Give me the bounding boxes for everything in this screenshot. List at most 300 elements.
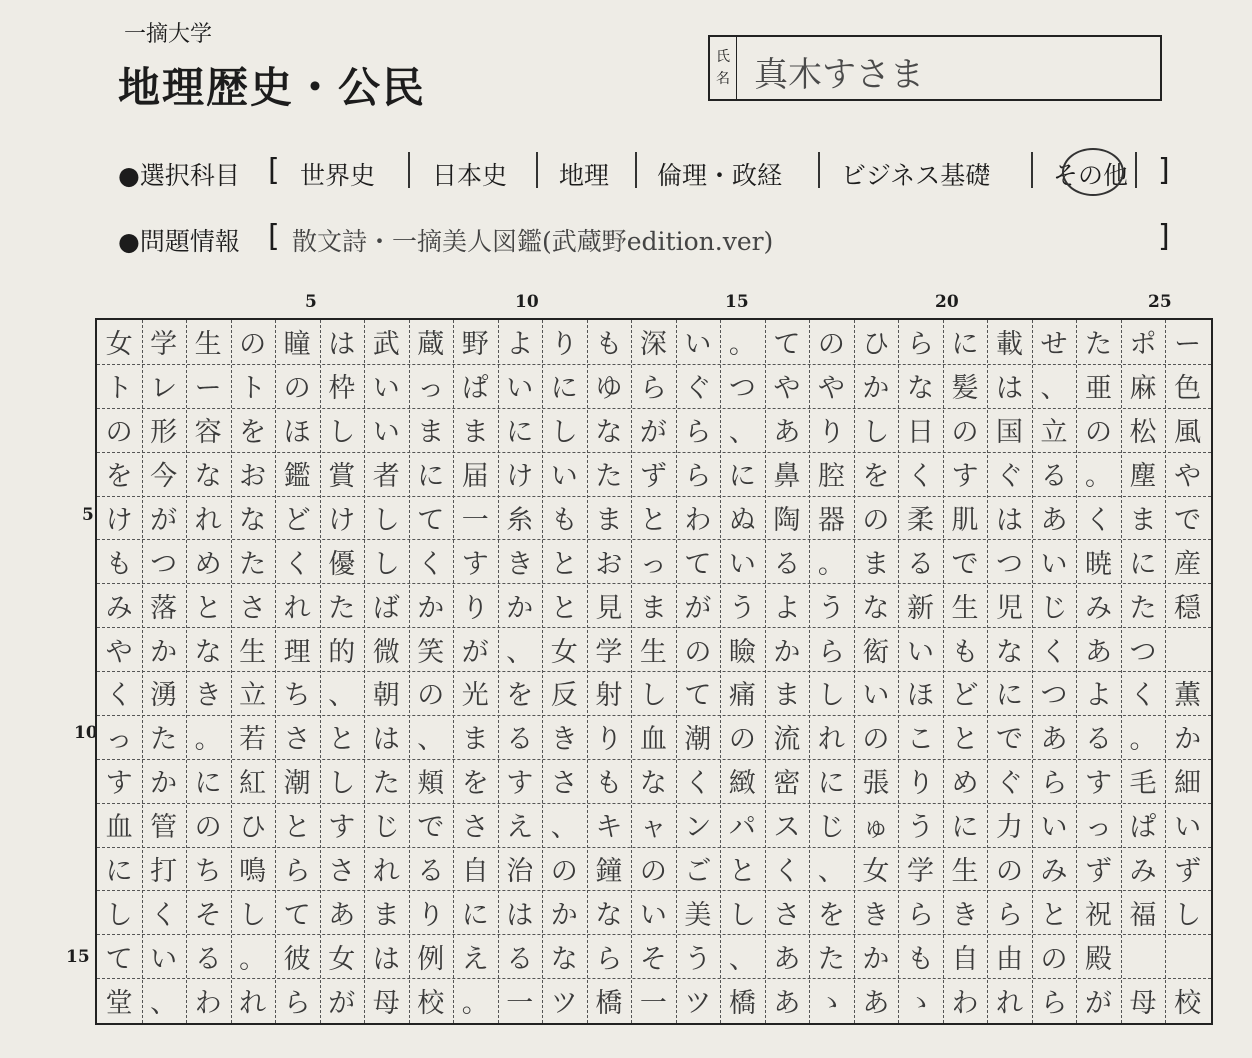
- grid-cell[interactable]: が: [328, 987, 356, 1019]
- grid-cell[interactable]: け: [328, 504, 356, 536]
- grid-cell[interactable]: も: [951, 636, 979, 668]
- grid-cell[interactable]: ス: [773, 812, 801, 844]
- grid-cell[interactable]: え: [461, 943, 489, 975]
- grid-cell[interactable]: を: [862, 461, 890, 493]
- grid-cell[interactable]: 微: [372, 636, 400, 668]
- grid-cell[interactable]: 美: [684, 899, 712, 931]
- grid-cell[interactable]: た: [595, 461, 623, 493]
- grid-cell[interactable]: 、: [550, 812, 578, 844]
- grid-cell[interactable]: ぐ: [684, 373, 712, 405]
- grid-cell[interactable]: な: [995, 636, 1023, 668]
- grid-cell[interactable]: の: [728, 724, 756, 756]
- grid-cell[interactable]: く: [1129, 680, 1157, 712]
- grid-cell[interactable]: ぐ: [995, 768, 1023, 800]
- grid-cell[interactable]: し: [862, 417, 890, 449]
- grid-cell[interactable]: ン: [684, 812, 712, 844]
- grid-cell[interactable]: 自: [951, 943, 979, 975]
- grid-cell[interactable]: 血: [105, 812, 133, 844]
- grid-cell[interactable]: ら: [283, 855, 311, 887]
- grid-cell[interactable]: っ: [639, 548, 667, 580]
- grid-cell[interactable]: ま: [417, 417, 445, 449]
- grid-cell[interactable]: で: [417, 812, 445, 844]
- grid-cell[interactable]: て: [283, 899, 311, 931]
- grid-cell[interactable]: も: [906, 943, 934, 975]
- grid-cell[interactable]: と: [951, 724, 979, 756]
- grid-cell[interactable]: さ: [550, 768, 578, 800]
- grid-cell[interactable]: 祝: [1085, 899, 1113, 931]
- grid-cell[interactable]: 毛: [1129, 768, 1157, 800]
- grid-cell[interactable]: し: [372, 548, 400, 580]
- grid-cell[interactable]: ー: [1174, 329, 1202, 361]
- grid-cell[interactable]: は: [995, 373, 1023, 405]
- grid-cell[interactable]: ら: [595, 943, 623, 975]
- grid-cell[interactable]: ト: [105, 373, 133, 405]
- grid-cell[interactable]: キ: [595, 812, 623, 844]
- grid-cell[interactable]: 落: [150, 592, 178, 624]
- option-ethics-politics[interactable]: 倫理・政経: [657, 161, 783, 190]
- option-japanese-history[interactable]: 日本史: [432, 161, 508, 190]
- grid-cell[interactable]: お: [239, 461, 267, 493]
- grid-cell[interactable]: か: [506, 592, 534, 624]
- grid-cell[interactable]: ツ: [684, 987, 712, 1019]
- grid-cell[interactable]: ら: [1040, 768, 1068, 800]
- grid-cell[interactable]: ゝ: [817, 987, 845, 1019]
- grid-cell[interactable]: し: [328, 768, 356, 800]
- grid-cell[interactable]: ゅ: [862, 812, 890, 844]
- grid-cell[interactable]: り: [595, 724, 623, 756]
- grid-cell[interactable]: れ: [817, 724, 845, 756]
- grid-cell[interactable]: の: [862, 724, 890, 756]
- grid-cell[interactable]: 陶: [773, 504, 801, 536]
- grid-cell[interactable]: 届: [461, 461, 489, 493]
- grid-cell[interactable]: す: [506, 768, 534, 800]
- grid-cell[interactable]: 今: [150, 461, 178, 493]
- grid-cell[interactable]: っ: [1085, 812, 1113, 844]
- grid-cell[interactable]: ゆ: [595, 373, 623, 405]
- grid-cell[interactable]: 武: [372, 329, 400, 361]
- grid-cell[interactable]: と: [194, 592, 222, 624]
- grid-cell[interactable]: の: [1040, 943, 1068, 975]
- grid-cell[interactable]: ゝ: [906, 987, 934, 1019]
- grid-cell[interactable]: ら: [995, 899, 1023, 931]
- grid-cell[interactable]: 蔵: [417, 329, 445, 361]
- grid-cell[interactable]: そ: [194, 899, 222, 931]
- grid-cell[interactable]: し: [1174, 899, 1202, 931]
- grid-cell[interactable]: つ: [150, 548, 178, 580]
- grid-cell[interactable]: く: [684, 768, 712, 800]
- grid-cell[interactable]: か: [862, 943, 890, 975]
- grid-cell[interactable]: や: [105, 636, 133, 668]
- grid-cell[interactable]: ら: [639, 373, 667, 405]
- grid-cell[interactable]: て: [105, 943, 133, 975]
- grid-cell[interactable]: 細: [1174, 768, 1202, 800]
- answer-grid[interactable]: [95, 318, 1213, 1025]
- grid-cell[interactable]: ち: [283, 680, 311, 712]
- grid-cell[interactable]: に: [461, 899, 489, 931]
- grid-cell[interactable]: る: [417, 855, 445, 887]
- grid-cell[interactable]: 暁: [1085, 548, 1113, 580]
- grid-cell[interactable]: さ: [328, 855, 356, 887]
- grid-cell[interactable]: て: [417, 504, 445, 536]
- grid-cell[interactable]: 容: [194, 417, 222, 449]
- grid-cell[interactable]: ば: [372, 592, 400, 624]
- grid-cell[interactable]: の: [194, 812, 222, 844]
- grid-cell[interactable]: が: [461, 636, 489, 668]
- grid-cell[interactable]: る: [906, 548, 934, 580]
- grid-cell[interactable]: ま: [461, 417, 489, 449]
- grid-cell[interactable]: に: [506, 417, 534, 449]
- grid-cell[interactable]: に: [817, 768, 845, 800]
- grid-cell[interactable]: あ: [862, 987, 890, 1019]
- grid-cell[interactable]: し: [239, 899, 267, 931]
- grid-cell[interactable]: い: [506, 373, 534, 405]
- grid-cell[interactable]: き: [506, 548, 534, 580]
- grid-cell[interactable]: し: [328, 417, 356, 449]
- grid-cell[interactable]: う: [817, 592, 845, 624]
- grid-cell[interactable]: 。: [817, 548, 845, 580]
- grid-cell[interactable]: ら: [1040, 987, 1068, 1019]
- grid-cell[interactable]: ら: [684, 461, 712, 493]
- grid-cell[interactable]: た: [1085, 329, 1113, 361]
- grid-cell[interactable]: ま: [1129, 504, 1157, 536]
- grid-cell[interactable]: し: [817, 680, 845, 712]
- grid-cell[interactable]: な: [595, 899, 623, 931]
- grid-cell[interactable]: あ: [773, 943, 801, 975]
- grid-cell[interactable]: ま: [372, 899, 400, 931]
- grid-cell[interactable]: る: [506, 724, 534, 756]
- grid-cell[interactable]: 橋: [595, 987, 623, 1019]
- grid-cell[interactable]: と: [328, 724, 356, 756]
- grid-cell[interactable]: し: [728, 899, 756, 931]
- grid-cell[interactable]: 一: [639, 987, 667, 1019]
- grid-cell[interactable]: レ: [150, 373, 178, 405]
- grid-cell[interactable]: 、: [506, 636, 534, 668]
- grid-cell[interactable]: 塵: [1129, 461, 1157, 493]
- grid-cell[interactable]: み: [105, 592, 133, 624]
- grid-cell[interactable]: れ: [283, 592, 311, 624]
- grid-cell[interactable]: た: [239, 548, 267, 580]
- grid-cell[interactable]: と: [550, 592, 578, 624]
- grid-cell[interactable]: 学: [906, 855, 934, 887]
- grid-cell[interactable]: さ: [773, 899, 801, 931]
- grid-cell[interactable]: 母: [372, 987, 400, 1019]
- grid-cell[interactable]: や: [817, 373, 845, 405]
- grid-cell[interactable]: か: [862, 373, 890, 405]
- grid-cell[interactable]: あ: [328, 899, 356, 931]
- grid-cell[interactable]: 流: [773, 724, 801, 756]
- grid-cell[interactable]: ま: [595, 504, 623, 536]
- grid-cell[interactable]: じ: [372, 812, 400, 844]
- grid-cell[interactable]: ど: [951, 680, 979, 712]
- grid-cell[interactable]: ご: [684, 855, 712, 887]
- grid-cell[interactable]: に: [105, 855, 133, 887]
- grid-cell[interactable]: か: [150, 768, 178, 800]
- grid-cell[interactable]: ほ: [283, 417, 311, 449]
- grid-cell[interactable]: 載: [995, 329, 1023, 361]
- grid-cell[interactable]: り: [817, 417, 845, 449]
- grid-cell[interactable]: な: [550, 943, 578, 975]
- grid-cell[interactable]: に: [951, 329, 979, 361]
- grid-cell[interactable]: ら: [817, 636, 845, 668]
- grid-cell[interactable]: 国: [995, 417, 1023, 449]
- grid-cell[interactable]: の: [862, 504, 890, 536]
- grid-cell[interactable]: で: [995, 724, 1023, 756]
- grid-cell[interactable]: る: [506, 943, 534, 975]
- grid-cell[interactable]: く: [906, 461, 934, 493]
- grid-cell[interactable]: 風: [1174, 417, 1202, 449]
- grid-cell[interactable]: 笑: [417, 636, 445, 668]
- grid-cell[interactable]: 。: [1129, 724, 1157, 756]
- grid-cell[interactable]: く: [417, 548, 445, 580]
- grid-cell[interactable]: 松: [1129, 417, 1157, 449]
- grid-cell[interactable]: 学: [595, 636, 623, 668]
- grid-cell[interactable]: 潮: [283, 768, 311, 800]
- grid-cell[interactable]: の: [417, 680, 445, 712]
- grid-cell[interactable]: 腔: [817, 461, 845, 493]
- grid-cell[interactable]: を: [817, 899, 845, 931]
- grid-cell[interactable]: が: [150, 504, 178, 536]
- grid-cell[interactable]: と: [728, 855, 756, 887]
- grid-cell[interactable]: 。: [728, 329, 756, 361]
- grid-cell[interactable]: 。: [1085, 461, 1113, 493]
- grid-cell[interactable]: 立: [1040, 417, 1068, 449]
- grid-cell[interactable]: も: [550, 504, 578, 536]
- grid-cell[interactable]: し: [105, 899, 133, 931]
- grid-cell[interactable]: 校: [1174, 987, 1202, 1019]
- grid-cell[interactable]: ち: [194, 855, 222, 887]
- grid-cell[interactable]: 肌: [951, 504, 979, 536]
- option-geography[interactable]: 地理: [559, 161, 610, 190]
- grid-cell[interactable]: か: [550, 899, 578, 931]
- grid-cell[interactable]: 衒: [862, 636, 890, 668]
- grid-cell[interactable]: も: [595, 768, 623, 800]
- grid-cell[interactable]: 生: [194, 329, 222, 361]
- problem-info-field[interactable]: 散文詩・一摘美人図鑑(武蔵野edition.ver): [292, 227, 774, 256]
- grid-cell[interactable]: ひ: [862, 329, 890, 361]
- grid-cell[interactable]: こ: [906, 724, 934, 756]
- grid-cell[interactable]: は: [372, 943, 400, 975]
- grid-cell[interactable]: ら: [906, 329, 934, 361]
- grid-cell[interactable]: す: [951, 461, 979, 493]
- grid-cell[interactable]: き: [862, 899, 890, 931]
- grid-cell[interactable]: 日: [906, 417, 934, 449]
- grid-cell[interactable]: た: [372, 768, 400, 800]
- grid-cell[interactable]: ら: [283, 987, 311, 1019]
- grid-cell[interactable]: は: [328, 329, 356, 361]
- grid-cell[interactable]: に: [550, 373, 578, 405]
- grid-cell[interactable]: 光: [461, 680, 489, 712]
- grid-cell[interactable]: の: [239, 329, 267, 361]
- grid-cell[interactable]: と: [550, 548, 578, 580]
- grid-cell[interactable]: つ: [1129, 636, 1157, 668]
- grid-cell[interactable]: り: [417, 899, 445, 931]
- grid-cell[interactable]: 優: [328, 548, 356, 580]
- grid-cell[interactable]: 痛: [728, 680, 756, 712]
- grid-cell[interactable]: な: [906, 373, 934, 405]
- grid-cell[interactable]: ぬ: [728, 504, 756, 536]
- grid-cell[interactable]: ま: [461, 724, 489, 756]
- grid-cell[interactable]: い: [372, 373, 400, 405]
- grid-cell[interactable]: 。: [461, 987, 489, 1019]
- grid-cell[interactable]: 生: [951, 592, 979, 624]
- grid-cell[interactable]: 例: [417, 943, 445, 975]
- grid-cell[interactable]: の: [995, 855, 1023, 887]
- grid-cell[interactable]: の: [817, 329, 845, 361]
- grid-cell[interactable]: い: [906, 636, 934, 668]
- grid-cell[interactable]: う: [906, 812, 934, 844]
- grid-cell[interactable]: え: [506, 812, 534, 844]
- grid-cell[interactable]: 頬: [417, 768, 445, 800]
- grid-cell[interactable]: の: [550, 855, 578, 887]
- grid-cell[interactable]: い: [150, 943, 178, 975]
- grid-cell[interactable]: ぱ: [1129, 812, 1157, 844]
- grid-cell[interactable]: な: [639, 768, 667, 800]
- grid-cell[interactable]: お: [595, 548, 623, 580]
- grid-cell[interactable]: る: [194, 943, 222, 975]
- grid-cell[interactable]: に: [417, 461, 445, 493]
- grid-cell[interactable]: を: [105, 461, 133, 493]
- grid-cell[interactable]: 若: [239, 724, 267, 756]
- grid-cell[interactable]: た: [817, 943, 845, 975]
- grid-cell[interactable]: の: [684, 636, 712, 668]
- grid-cell[interactable]: 賞: [328, 461, 356, 493]
- grid-cell[interactable]: な: [194, 461, 222, 493]
- grid-cell[interactable]: く: [283, 548, 311, 580]
- grid-cell[interactable]: 者: [372, 461, 400, 493]
- grid-cell[interactable]: そ: [639, 943, 667, 975]
- grid-cell[interactable]: 橋: [728, 987, 756, 1019]
- grid-cell[interactable]: す: [1085, 768, 1113, 800]
- grid-cell[interactable]: 福: [1129, 899, 1157, 931]
- grid-cell[interactable]: く: [773, 855, 801, 887]
- grid-cell[interactable]: の: [951, 417, 979, 449]
- grid-cell[interactable]: 、: [817, 855, 845, 887]
- grid-cell[interactable]: 、: [328, 680, 356, 712]
- grid-cell[interactable]: 深: [639, 329, 667, 361]
- grid-cell[interactable]: 女: [105, 329, 133, 361]
- grid-cell[interactable]: し: [372, 504, 400, 536]
- grid-cell[interactable]: け: [105, 504, 133, 536]
- grid-cell[interactable]: が: [639, 417, 667, 449]
- grid-cell[interactable]: 柔: [906, 504, 934, 536]
- grid-cell[interactable]: に: [995, 680, 1023, 712]
- grid-cell[interactable]: さ: [461, 812, 489, 844]
- grid-cell[interactable]: に: [728, 461, 756, 493]
- grid-cell[interactable]: た: [150, 724, 178, 756]
- grid-cell[interactable]: 、: [728, 943, 756, 975]
- grid-cell[interactable]: い: [550, 461, 578, 493]
- grid-cell[interactable]: が: [684, 592, 712, 624]
- grid-cell[interactable]: 校: [417, 987, 445, 1019]
- grid-cell[interactable]: つ: [728, 373, 756, 405]
- grid-cell[interactable]: り: [906, 768, 934, 800]
- grid-cell[interactable]: か: [150, 636, 178, 668]
- grid-cell[interactable]: い: [639, 899, 667, 931]
- grid-cell[interactable]: る: [1085, 724, 1113, 756]
- grid-cell[interactable]: み: [1129, 855, 1157, 887]
- grid-cell[interactable]: い: [1040, 548, 1068, 580]
- grid-cell[interactable]: 形: [150, 417, 178, 449]
- grid-cell[interactable]: 一: [461, 504, 489, 536]
- grid-cell[interactable]: 張: [862, 768, 890, 800]
- grid-cell[interactable]: せ: [1040, 329, 1068, 361]
- grid-cell[interactable]: 密: [773, 768, 801, 800]
- grid-cell[interactable]: ー: [194, 373, 222, 405]
- option-world-history[interactable]: 世界史: [300, 161, 376, 190]
- grid-cell[interactable]: じ: [817, 812, 845, 844]
- grid-cell[interactable]: し: [550, 417, 578, 449]
- grid-cell[interactable]: い: [1174, 812, 1202, 844]
- grid-cell[interactable]: う: [684, 943, 712, 975]
- grid-cell[interactable]: パ: [728, 812, 756, 844]
- grid-cell[interactable]: 理: [283, 636, 311, 668]
- grid-cell[interactable]: あ: [1040, 724, 1068, 756]
- grid-cell[interactable]: て: [773, 329, 801, 361]
- grid-cell[interactable]: 血: [639, 724, 667, 756]
- grid-cell[interactable]: る: [1040, 461, 1068, 493]
- grid-cell[interactable]: い: [1040, 812, 1068, 844]
- grid-cell[interactable]: か: [417, 592, 445, 624]
- grid-cell[interactable]: く: [150, 899, 178, 931]
- grid-cell[interactable]: 見: [595, 592, 623, 624]
- grid-cell[interactable]: て: [684, 548, 712, 580]
- grid-cell[interactable]: と: [639, 504, 667, 536]
- grid-cell[interactable]: 。: [239, 943, 267, 975]
- grid-cell[interactable]: ら: [684, 417, 712, 449]
- grid-cell[interactable]: 色: [1174, 373, 1202, 405]
- grid-cell[interactable]: ぱ: [461, 373, 489, 405]
- grid-cell[interactable]: れ: [995, 987, 1023, 1019]
- grid-cell[interactable]: 彼: [283, 943, 311, 975]
- grid-cell[interactable]: 鳴: [239, 855, 267, 887]
- grid-cell[interactable]: を: [461, 768, 489, 800]
- grid-cell[interactable]: の: [283, 373, 311, 405]
- grid-cell[interactable]: て: [684, 680, 712, 712]
- grid-cell[interactable]: か: [773, 636, 801, 668]
- grid-cell[interactable]: い: [728, 548, 756, 580]
- grid-cell[interactable]: 自: [461, 855, 489, 887]
- grid-cell[interactable]: 生: [639, 636, 667, 668]
- grid-cell[interactable]: 器: [817, 504, 845, 536]
- grid-cell[interactable]: 鑑: [283, 461, 311, 493]
- grid-cell[interactable]: り: [461, 592, 489, 624]
- grid-cell[interactable]: わ: [194, 987, 222, 1019]
- option-business-basics[interactable]: ビジネス基礎: [841, 161, 991, 190]
- grid-cell[interactable]: わ: [951, 987, 979, 1019]
- grid-cell[interactable]: ま: [862, 548, 890, 580]
- grid-cell[interactable]: 立: [239, 680, 267, 712]
- grid-cell[interactable]: ず: [1174, 855, 1202, 887]
- grid-cell[interactable]: ら: [906, 899, 934, 931]
- grid-cell[interactable]: を: [239, 417, 267, 449]
- grid-cell[interactable]: 瞼: [728, 636, 756, 668]
- grid-cell[interactable]: 穏: [1174, 592, 1202, 624]
- grid-cell[interactable]: つ: [1040, 680, 1068, 712]
- grid-cell[interactable]: と: [1040, 899, 1068, 931]
- grid-cell[interactable]: ず: [639, 461, 667, 493]
- grid-cell[interactable]: り: [550, 329, 578, 361]
- grid-cell[interactable]: け: [506, 461, 534, 493]
- grid-cell[interactable]: も: [105, 548, 133, 580]
- grid-cell[interactable]: 糸: [506, 504, 534, 536]
- grid-cell[interactable]: な: [239, 504, 267, 536]
- grid-cell[interactable]: う: [728, 592, 756, 624]
- grid-cell[interactable]: の: [639, 855, 667, 887]
- grid-cell[interactable]: れ: [239, 987, 267, 1019]
- grid-cell[interactable]: に: [194, 768, 222, 800]
- grid-cell[interactable]: で: [951, 548, 979, 580]
- grid-cell[interactable]: わ: [684, 504, 712, 536]
